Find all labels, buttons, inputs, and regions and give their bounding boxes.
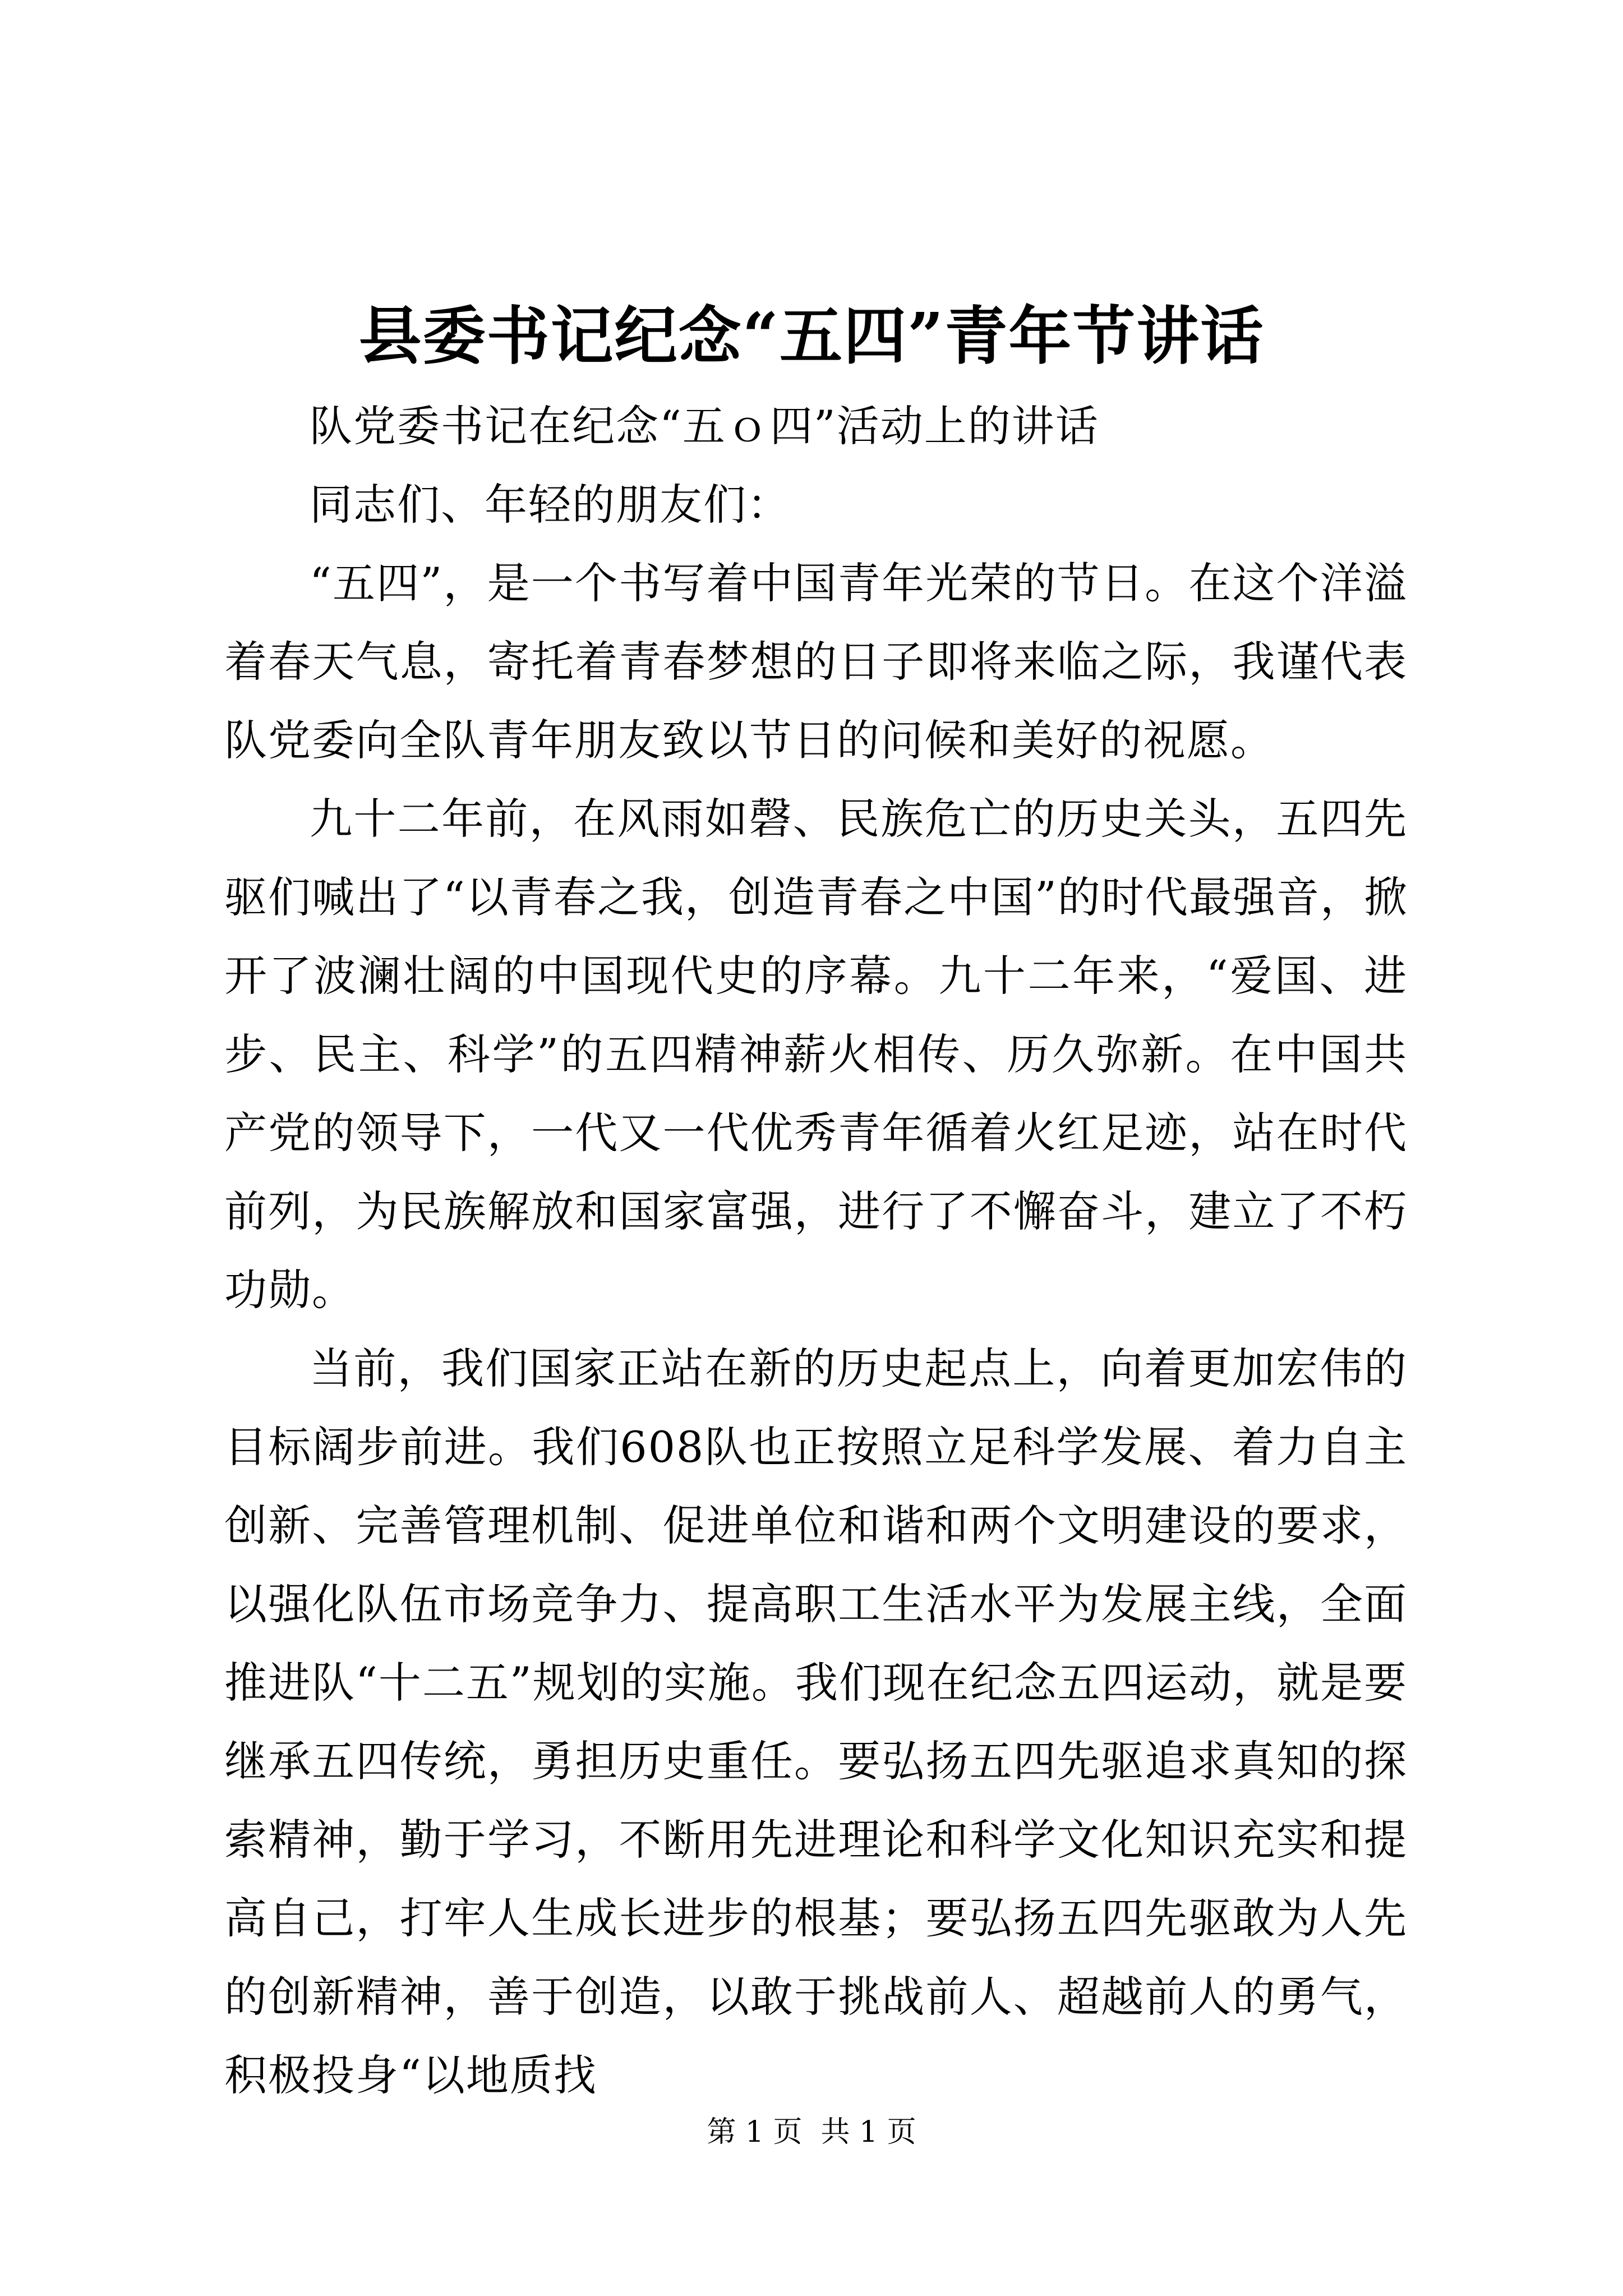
paragraph-body: “五四”，是一个书写着中国青年光荣的节日。在这个洋溢着春天气息，寄托着青春梦想的日子即将来临之际，我谨代表队党委向全队青年朋友致以节日的问候和美好的祝愿。: [224, 558, 1408, 765]
paragraph-salutation: 同志们、年轻的朋友们：: [310, 480, 791, 530]
paragraph-body: 当前，我们国家正站在新的历史起点上，向着更加宏伟的目标阔步前进。我们608队也正按照立足科学发展、着力自主创新、完善管理机制、促进单位和谐和两个文明建设的要求，以强化队伍市场竞争力、提高职工生活水平为发展主线，全面推进队“十二五”规划的实施。我们现在纪念五四运动，就是要继承五四传统，勇担历史重任。要弘扬五四先驱追求真知的探索精神，勤于学习，不断用先进理论和科学文化知识充实和提高自己，打牢人生成长进步的根基；要弘扬五四先驱敢为人先的创新精神，善于创造，以敢于挑战前人、超越前人的勇气，积极投身“以地质找: [224, 1343, 1408, 2100]
document-body: [224, 387, 1408, 2115]
paragraph-body: 九十二年前，在风雨如磬、民族危亡的历史关头，五四先驱们喊出了“以青春之我，创造青春之中国”的时代最强音，掀开了波澜壮阔的中国现代史的序幕。九十二年来，“爱国、进步、民主、科学”的五四精神薪火相传、历久弥新。在中国共产党的领导下，一代又一代优秀青年循着火红足迹，站在时代前列，为民族解放和国家富强，进行了不懈奋斗，建立了不朽功勋。: [224, 794, 1408, 1315]
paragraph-subtitle: 队党委书记在纪念“五ｏ四”活动上的讲话: [310, 401, 1099, 451]
page-number-label: 第 1 页 共 1 页: [707, 2115, 916, 2149]
document-title: 县委书记纪念“五四”青年节讲话: [358, 300, 1265, 373]
page-number-footer: [0, 2113, 1623, 2152]
